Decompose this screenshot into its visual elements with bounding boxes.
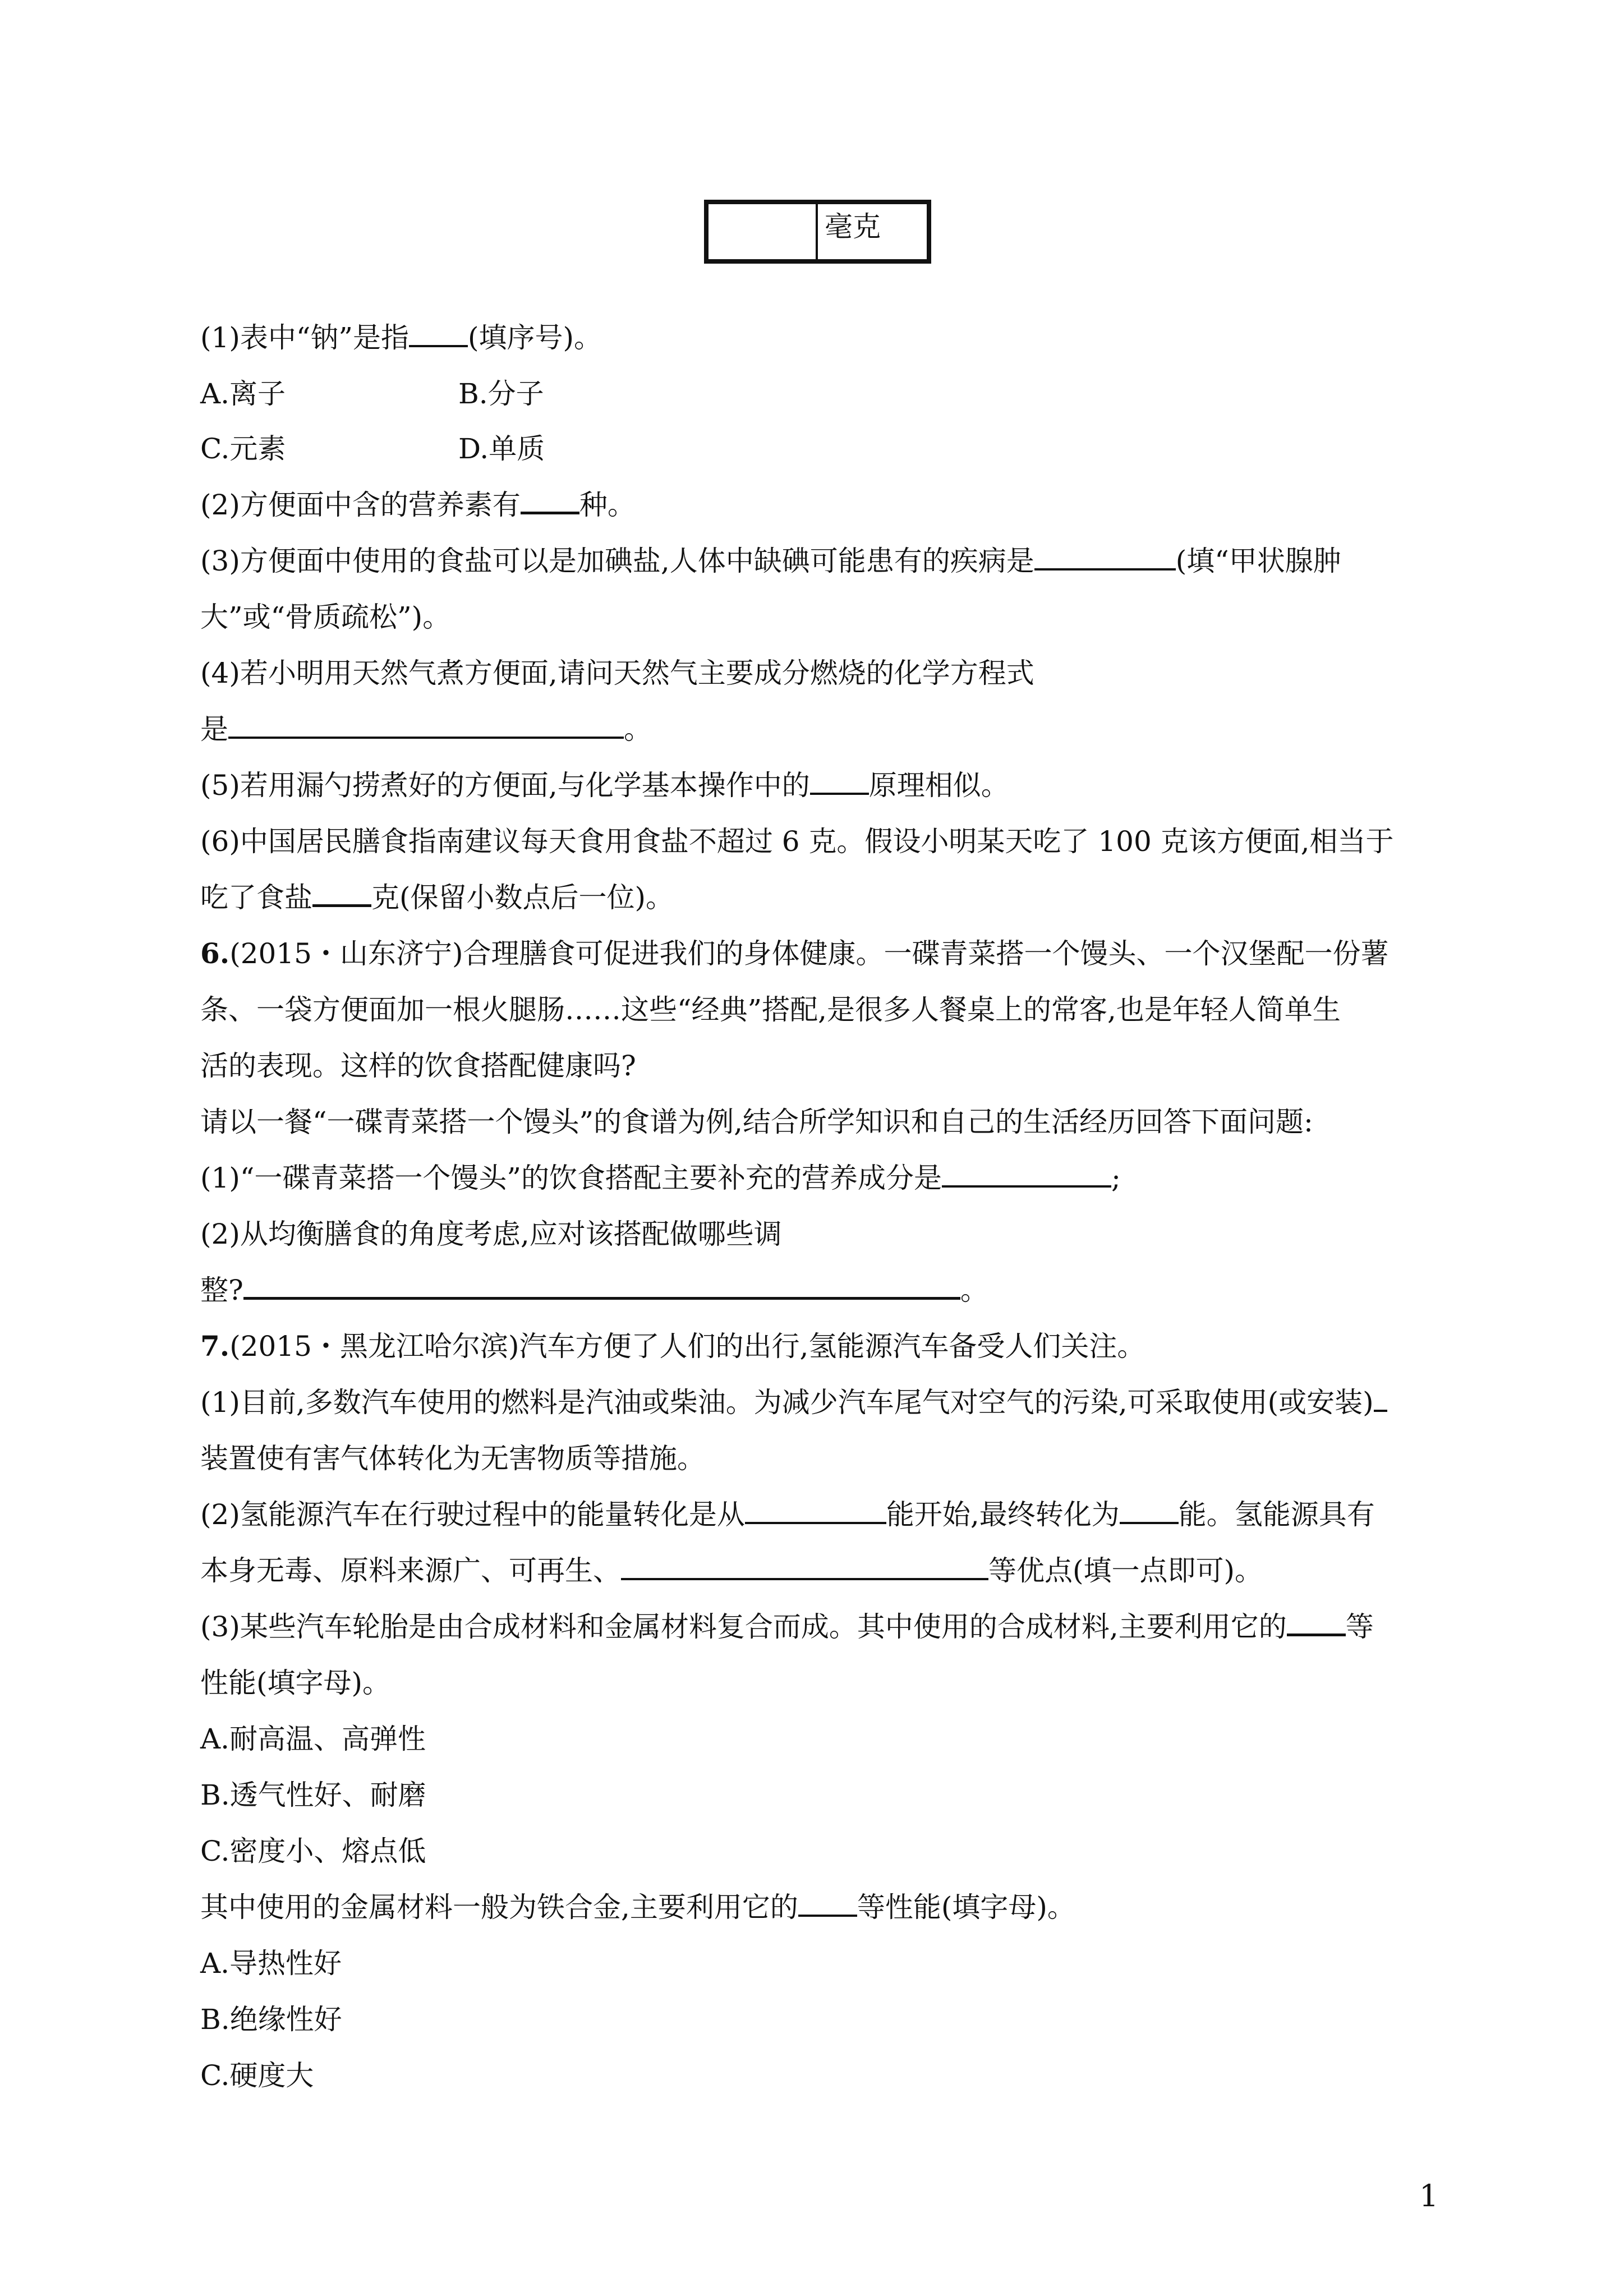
q5-part5: (5)若用漏勺捞煮好的方便面,与化学基本操作中的 原理相似。 (200, 766, 1009, 804)
q6-part1: (1)“一碟青菜搭一个馒头”的饮食搭配主要补充的营养成分是 ; (200, 1159, 1121, 1197)
q5-part3-cont: 大”或“骨质疏松”)。 (200, 601, 451, 633)
q7-part1-cont: 装置使有害气体转化为无害物质等措施。 (200, 1442, 705, 1475)
q7-part2: (2)氢能源汽车在行驶过程中的能量转化是从 能开始,最终转化为 能。氢能源具有 (200, 1496, 1375, 1534)
q5-part1: (1)表中“钠”是指 (填序号)。 (200, 319, 602, 357)
q7-part4: 其中使用的金属材料一般为铁合金,主要利用它的 等性能(填字母)。 (200, 1888, 1075, 1926)
table-empty-cell (709, 204, 818, 259)
q6-part2: (2)从均衡膳食的角度考虑,应对该搭配做哪些调 (200, 1218, 782, 1250)
answer-blank[interactable] (1287, 1608, 1346, 1636)
q7-stem: 7.(2015・黑龙江哈尔滨)汽车方便了人们的出行,氢能源汽车备受人们关注。 (200, 1329, 1145, 1363)
q7-part3: (3)某些汽车轮胎是由合成材料和金属材料复合而成。其中使用的合成材料,主要利用它的 等 (200, 1608, 1374, 1646)
option-c: C.硬度大 (200, 2059, 314, 2092)
data-table-fragment (704, 200, 931, 264)
q5-part4: (4)若小明用天然气煮方便面,请问天然气主要成分燃烧的化学方程式 (200, 657, 1034, 689)
q5-part1-options-row2 (200, 430, 545, 468)
q5-part2: (2)方便面中含的营养素有 种。 (200, 486, 636, 524)
answer-blank[interactable] (745, 1496, 886, 1524)
table-unit-cell: 毫克 (825, 210, 881, 243)
option-b: B.透气性好、耐磨 (200, 1779, 426, 1811)
answer-blank[interactable] (521, 486, 579, 514)
q5-part4-cont: 是 。 (200, 710, 652, 748)
question-number: 6. (200, 937, 230, 970)
page-number: 1 (1419, 2178, 1439, 2214)
option-a: A.导热性好 (200, 1947, 342, 1980)
answer-blank[interactable] (810, 767, 869, 795)
option-c: C.元素 (200, 432, 286, 465)
answer-blank[interactable] (1374, 1384, 1387, 1412)
answer-blank[interactable] (1120, 1496, 1179, 1524)
q6-stem-line2: 条、一袋方便面加一根火腿肠……这些“经典”搭配,是很多人餐桌上的常客,也是年轻人简单生 (200, 993, 1341, 1026)
q5-part6: (6)中国居民膳食指南建议每天食用食盐不超过 6 克。假设小明某天吃了 100 克该方便面,相当于 (200, 825, 1394, 858)
option-b: B.分子 (458, 378, 544, 410)
q7-part2-cont: 本身无毒、原料来源广、可再生、 等优点(填一点即可)。 (200, 1552, 1263, 1590)
answer-blank[interactable] (942, 1159, 1111, 1188)
q5-part1-options-row1 (200, 375, 544, 413)
q5-part6-cont: 吃了食盐 克(保留小数点后一位)。 (200, 878, 674, 917)
option-d: D.单质 (458, 432, 545, 465)
question-number: 7. (200, 1329, 230, 1363)
option-c: C.密度小、熔点低 (200, 1835, 426, 1867)
answer-blank[interactable] (621, 1552, 988, 1580)
q6-stem-line3: 活的表现。这样的饮食搭配健康吗? (200, 1050, 636, 1082)
answer-blank[interactable] (409, 319, 468, 347)
answer-blank[interactable] (1034, 542, 1176, 570)
answer-blank[interactable] (312, 878, 371, 907)
option-b: B.绝缘性好 (200, 2003, 342, 2036)
answer-blank[interactable] (243, 1271, 960, 1300)
q7-part1: (1)目前,多数汽车使用的燃料是汽油或柴油。为减少汽车尾气对空气的污染,可采取使用(或安装) (200, 1383, 1387, 1421)
q6-stem-line4: 请以一餐“一碟青菜搭一个馒头”的食谱为例,结合所学知识和自己的生活经历回答下面问题: (200, 1106, 1313, 1138)
option-a: A.耐高温、高弹性 (200, 1723, 426, 1755)
answer-blank[interactable] (228, 711, 624, 739)
q6-stem-line1: 6.(2015・山东济宁)合理膳食可促进我们的身体健康。一碟青菜搭一个馒头、一个汉堡配一份薯 (200, 937, 1389, 970)
q5-part3: (3)方便面中使用的食盐可以是加碘盐,人体中缺碘可能患有的疾病是 (填“甲状腺肿 (200, 542, 1341, 580)
q6-part2-cont: 整? 。 (200, 1271, 988, 1309)
option-a: A.离子 (200, 378, 286, 410)
answer-blank[interactable] (798, 1889, 857, 1917)
q7-part3-cont: 性能(填字母)。 (200, 1667, 391, 1699)
